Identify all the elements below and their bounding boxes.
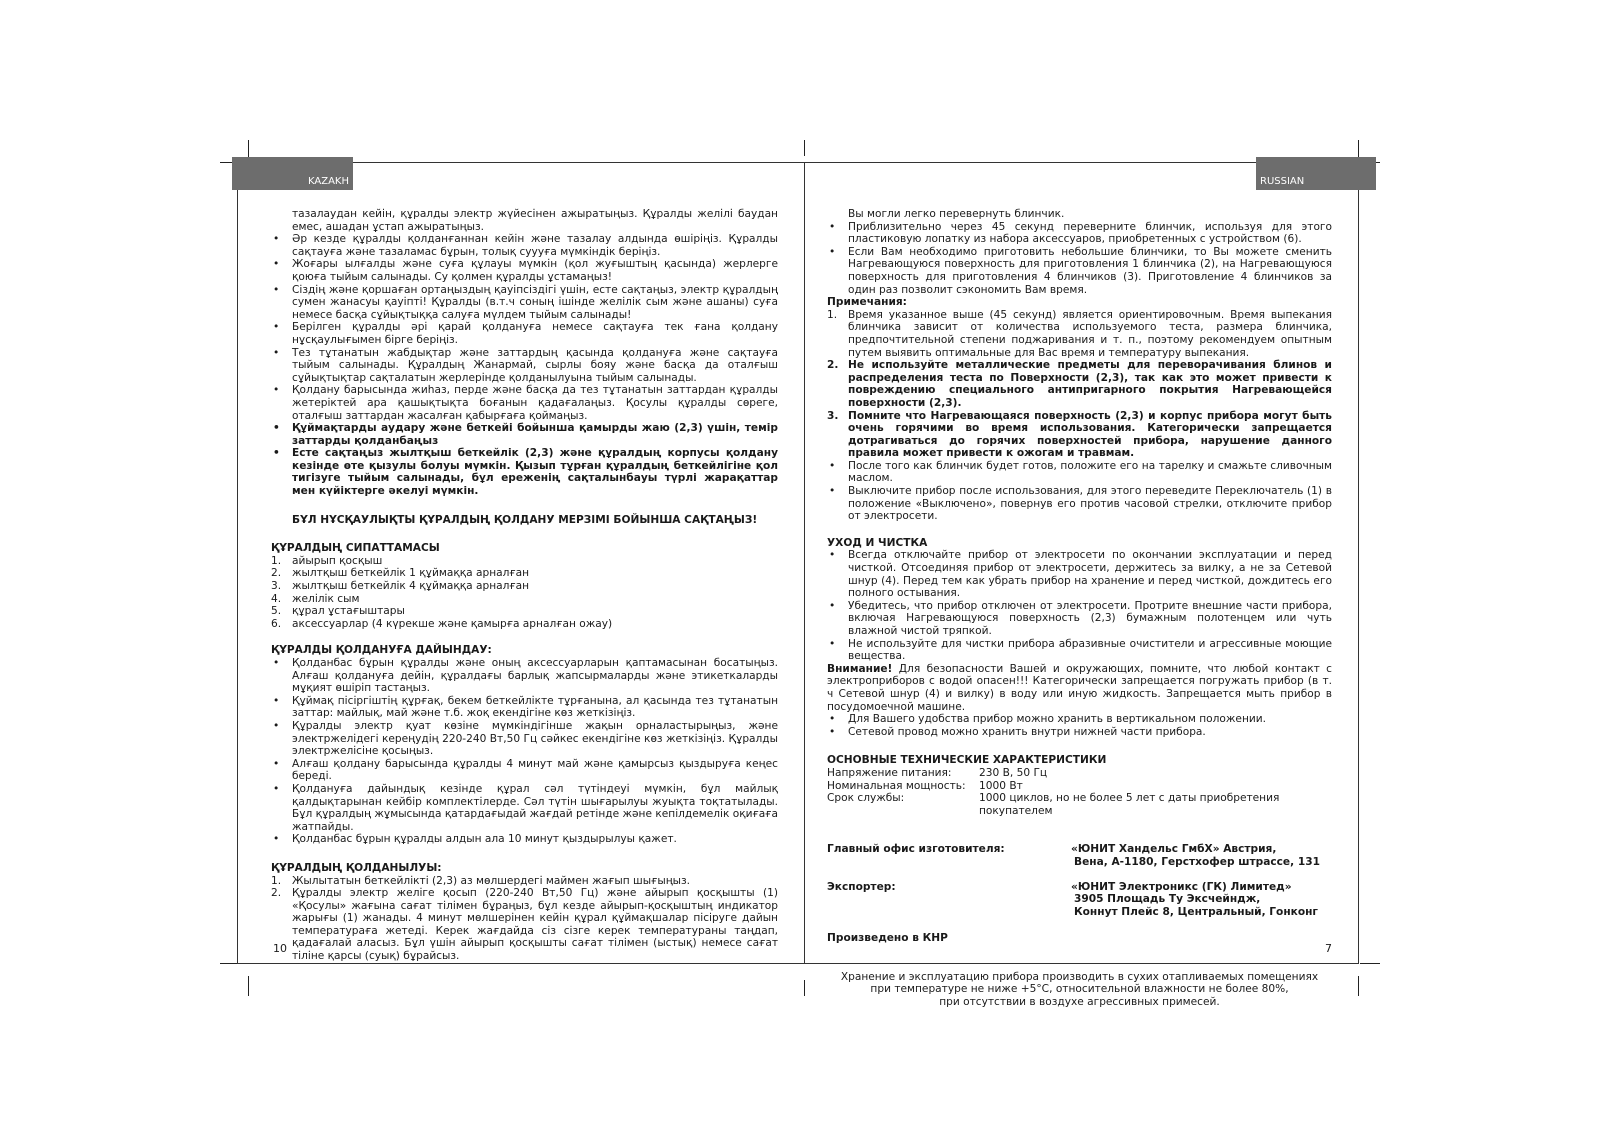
preparation-list xyxy=(271,657,778,846)
list-item xyxy=(271,593,778,606)
language-tab-right xyxy=(1256,157,1376,190)
spec-row xyxy=(827,780,1332,793)
item-number: 1. xyxy=(271,874,282,887)
item-number: 2. xyxy=(271,887,282,900)
list-item xyxy=(271,605,778,618)
list-item: • Сіздің және қоршаған ортаңыздың қауіпсіздігі үшін, есте сақтаңыз, электр құралдың сумен жанасуы қауіпті! Құралды (в.т.ч соның ішінде желілік сым және ашаны) суға немесе басқа сұйықтыққа салуға мүлдем тыйым салынады! xyxy=(271,284,778,322)
description-list xyxy=(271,555,778,631)
storage-line: Хранение и эксплуатацию прибора производить в сухих отапливаемых помещениях xyxy=(840,970,1319,983)
list-item: • Берілген құралды әрі қарай қолдануға немесе сақтауға тек ғана қолдану нұсқаулығымен бірге беріңіз. xyxy=(271,321,778,346)
list-item xyxy=(271,580,778,593)
care-list xyxy=(827,549,1332,662)
list-item xyxy=(271,555,778,568)
item-text: Құралды электр желіге қосып (220-240 Вт,50 Гц) және айырып қосқышты (1) «Қосулы» жағына сағат тілімен бұраңыз, бұл кезде айырып-қосқыштың индикатор жарығы (1) жанады. 4 минут мөлшерінен кейін құрал құймақшалар пісіруге дайын температураға жетеді. Керек жағдайда сіз сізге керек температураны таңдап, қадағалай аласыз. Бұл үшін айырып қосқышты сағат тілімен (ыстық) немесе сағат тіліне қарсы (суық) бұрайсыз. xyxy=(292,887,778,963)
list-item: • Қолдануға дайындық кезінде құрал сәл түтіндеуі мүмкін, бұл майлық қалдықтарынан кейбір комплектілерде. Сәл түтін шығарылуы жуықта тоқтатылады. Бұл құралдың жұмысында қатардағыдай жағдай ретінде және кепілдемелік оқиғаға жатпайды. xyxy=(271,783,778,833)
crop-mark xyxy=(1358,976,1359,996)
crop-mark xyxy=(1360,963,1380,964)
attention-label: Внимание! xyxy=(827,662,893,675)
attention-paragraph xyxy=(827,663,1332,713)
office-row xyxy=(827,843,1332,868)
spec-row xyxy=(827,767,1332,780)
attention-text: Для безопасности Вашей и окружающих, помните, что любой контакт с электроприборов с водой опасен!!! Категорически запрещается погружать прибор (в т. ч Сетевой шнур (4) и вилку) в воду или иную жидкость. Запрещается мыть прибор в посудомоечной машине. xyxy=(827,662,1332,713)
list-item xyxy=(271,618,778,631)
item-number: 2. xyxy=(271,567,282,580)
item-number: 1. xyxy=(827,308,838,321)
language-tab-left xyxy=(232,157,353,190)
list-item xyxy=(827,410,1332,460)
list-item xyxy=(271,567,778,580)
spec-value: 230 В, 50 Гц xyxy=(979,766,1048,779)
address-line: 3905 Площадь Ту Эксчейндж, xyxy=(1074,893,1261,906)
list-item: • Есте сақтаңыз жылтқыш беткейлік (2,3) және құралдың корпусы қолдану кезінде өте қызулы болуы мүмкін. Қызып тұрған құралдың беткейлігіне қол тигізуге тыйым салынады, бұл ереженің сақталынбауы түрлі жарақаттар мен күйіктерге әкелуі мүмкін. xyxy=(271,447,778,497)
left-page xyxy=(271,208,778,963)
office-address xyxy=(1071,843,1332,868)
spec-row xyxy=(827,792,1332,817)
list-item: • Сетевой провод можно хранить внутри нижней части прибора. xyxy=(827,726,1332,739)
exporter-row xyxy=(827,881,1332,919)
crop-mark xyxy=(248,976,249,996)
storage-conditions xyxy=(827,971,1332,1009)
intro-text: Вы могли легко перевернуть блинчик. xyxy=(848,208,1065,220)
storage-line: при температуре не ниже +5°С, относительной влажности не более 80%, xyxy=(870,983,1289,996)
spec-value: 1000 циклов, но не более 5 лет с даты приобретения покупателем xyxy=(979,792,1280,817)
item-text: жылтқыш беткейлік 4 құймаққа арналған xyxy=(292,580,530,593)
intro-text: тазалаудан кейін, құралды электр жүйесінен ажыратыңыз. Құралды желілі баудан емес, ашадан ұстап ажыратыңыз. xyxy=(292,208,778,233)
storage-line: при отсутствии в воздухе агрессивных примесей. xyxy=(939,996,1220,1009)
item-text: құрал ұстағыштары xyxy=(292,605,405,618)
crop-mark xyxy=(220,963,237,964)
list-item xyxy=(827,309,1332,359)
list-item: • Если Вам необходимо приготовить небольшие блинчики, то Вы можете сменить Нагревающуюся поверхность для приготовления 1 блинчика (2), на Нагревающуюся поверхность для приготовления 4 блинчиков (3). Приготовление 4 блинчиков за один раз позволит сэкономить Вам время. xyxy=(827,246,1332,296)
item-text: жылтқыш беткейлік 1 құймаққа арналған xyxy=(292,567,530,580)
crop-mark xyxy=(804,980,805,996)
list-item: • Құймақ пісіргіштің құрғақ, бекем беткейлікте тұрғанына, ал қасында тез тұтанатын заттар: майлық, май және т.б. жоқ екендігіне көз жеткізіңіз. xyxy=(271,695,778,720)
list-item: • Приблизительно через 45 секунд переверните блинчик, используя для этого пластиковую лопатку из набора аксессуаров, приобретенных с устройством (6). xyxy=(827,221,1332,246)
list-item: • Не используйте для чистки прибора абразивные очистители и агрессивные моющие вещества. xyxy=(827,638,1332,663)
specs-table xyxy=(827,767,1332,817)
list-item: • Қолдану барысында жиһаз, перде және басқа да тез тұтанатын заттардан құралды жетеріктей ара қашықтықта боғанын қадағалаңыз. Қосулы құралды сөреге, оталғыш заттардан жасалған қабырғаға қоймаңыз. xyxy=(271,384,778,422)
section-title: УХОД И ЧИСТКА xyxy=(827,536,928,549)
section-title: ҚҰРАЛДЫҢ СИПАТТАМАСЫ xyxy=(271,542,440,555)
crop-mark xyxy=(804,140,805,156)
list-item: • Әр кезде құралды қолданғаннан кейін және тазалау алдында өшіріңіз. Құралды сақтауға және тазаламас бұрын, толық суууға мүмкіндік беріңіз. xyxy=(271,233,778,258)
office-label: Главный офис изготовителя: xyxy=(827,843,1005,856)
warning-list xyxy=(271,422,778,498)
item-text: желілік сым xyxy=(292,592,360,605)
safety-list xyxy=(271,233,778,422)
storage-tips-list xyxy=(827,713,1332,738)
item-text: Жылытатын беткейлікті (2,3) аз мөлшердегі маймен жағып шығыңыз. xyxy=(292,874,691,887)
exporter-address xyxy=(1071,881,1332,919)
spec-label: Номинальная мощность: xyxy=(827,779,966,792)
list-item: • Выключите прибор после использования, для этого переведите Переключатель (1) в положение «Выключено», повернув его против часовой стрелки, отключите прибор от электросети. xyxy=(827,485,1332,523)
item-text: Время указанное выше (45 секунд) является ориентировочным. Время выпекания блинчика зависит от количества используемого теста, размера блинчика, предпочтительной степени поджаривания и т. п., поэтому рекомендуем опытным путем выявить оптимальные для Вас время и температуру выпекания. xyxy=(848,308,1332,359)
section-title: ОСНОВНЫЕ ТЕХНИЧЕСКИЕ ХАРАКТЕРИСТИКИ xyxy=(827,754,1107,767)
exporter-label: Экспортер: xyxy=(827,880,896,893)
list-item: • Құралды электр қуат көзіне мүмкіндігінше жақын орналастырыңыз, және электржелідегі кереңудің 220-240 Вт,50 Гц сәйкес екендігіне көз жеткізіңіз. Құралды электржелісіне қосыңыз. xyxy=(271,720,778,758)
usage-list xyxy=(271,875,778,963)
item-number: 3. xyxy=(827,409,839,422)
made-in: Произведено в КНР xyxy=(827,932,948,945)
list-item: • Тез тұтанатын жабдықтар және заттардың қасында қолдануға және сақтауға тыйым салынады. Құралдың Жанармай, сырлы бояу және басқа да оталғыш сұйықтықтар сақталатын жерлерінде қолданылуына тыйым салынады. xyxy=(271,347,778,385)
list-item: • Құймақтарды аудару және беткейі бойынша қамырды жаю (2,3) үшін, темір заттарды қолданбаңыз xyxy=(271,422,778,447)
address-line: Вена, А-1180, Герстхофер штрассе, 131 xyxy=(1074,855,1320,868)
section-title: ҚҰРАЛДЫҢ ҚОЛДАНЫЛУЫ: xyxy=(271,861,442,874)
page-number: 7 xyxy=(1325,942,1332,955)
item-number: 4. xyxy=(271,592,282,605)
spread-gutter xyxy=(804,162,805,964)
item-text: аксессуарлар (4 күрекше және қамырға арналған ожау) xyxy=(292,617,613,630)
item-number: 3. xyxy=(271,580,282,593)
keep-notice: БҰЛ НҰСҚАУЛЫҚТЫ ҚҰРАЛДЫҢ ҚОЛДАНУ МЕРЗІМІ БОЙЫНША САҚТАҢЫЗ! xyxy=(292,513,758,526)
spec-label: Срок службы: xyxy=(827,792,905,805)
list-item: • Жоғары ылғалды және суға құлауы мүмкін (қол жуғыштың қасында) жерлерге қоюға тыйым салынады. Су қолмен құралды ұстамаңыз! xyxy=(271,258,778,283)
item-number: 6. xyxy=(271,617,282,630)
list-item: • Қолданбас бұрын құралды және оның аксессуарларын қаптамасынан босатыңыз. Алғаш қолдануға дейін, құралдағы барлық жапсырмаларды және этикеткаларды мұқият өшіріп тастаңыз. xyxy=(271,657,778,695)
list-item xyxy=(271,875,778,888)
list-item xyxy=(827,359,1332,409)
list-item: • Алғаш қолдану барысында құралды 4 минут май және қамырсыз қыздыруға кеңес береді. xyxy=(271,758,778,783)
item-number: 5. xyxy=(271,605,282,618)
contacts-table xyxy=(827,843,1332,918)
language-label: KAZAKH xyxy=(308,176,349,187)
item-number: 2. xyxy=(827,359,839,372)
spec-value: 1000 Вт xyxy=(979,779,1023,792)
list-item: • Убедитесь, что прибор отключен от электросети. Протрите внешние части прибора, включая Нагревающуюся поверхность (2,3) бумажным полотенцем или чуть влажной чистой тряпкой. xyxy=(827,600,1332,638)
list-item: • Для Вашего удобства прибор можно хранить в вертикальном положении. xyxy=(827,713,1332,726)
address-line: «ЮНИТ Электроникс (ГК) Лимитед» xyxy=(1071,880,1292,893)
spec-label: Напряжение питания: xyxy=(827,766,952,779)
page-number: 10 xyxy=(273,942,287,955)
usage-list xyxy=(827,221,1332,297)
section-title: ҚҰРАЛДЫ ҚОЛДАНУҒА ДАЙЫНДАУ: xyxy=(271,644,492,657)
list-item: • Қолданбас бұрын құралды алдын ала 10 минут қыздырылуы қажет. xyxy=(271,833,778,846)
item-number: 1. xyxy=(271,554,282,567)
after-use-list xyxy=(827,460,1332,523)
address-line: «ЮНИТ Хандельс ГмбХ» Австрия, xyxy=(1071,843,1277,856)
item-text: айырып қосқыш xyxy=(292,554,383,567)
item-text: Помните что Нагревающаяся поверхность (2,3) и корпус прибора могут быть очень горячими во время использования. Категорически запрещается дотрагиваться до горячих поверхностей прибора, нарушение данного правила может привести к ожогам и травмам. xyxy=(848,409,1332,460)
language-label: RUSSIAN xyxy=(1260,176,1305,187)
address-line: Коннут Плейс 8, Центральный, Гонконг xyxy=(1074,905,1318,918)
notes-title: Примечания: xyxy=(827,296,907,309)
notes-list xyxy=(827,309,1332,460)
item-text: Не используйте металлические предметы для переворачивания блинов и распределения теста по Поверхности (2,3), так как это может привести к повреждению специального антипригарного покрытия Нагревающейся поверхности (2,3). xyxy=(848,359,1332,409)
right-page xyxy=(827,208,1332,1009)
list-item: • Всегда отключайте прибор от электросети по окончании эксплуатации и перед чисткой. Отсоединяя прибор от электросети, держитесь за вилку, а не за Сетевой шнур (4). Перед тем как убрать прибор на хранение и перед чисткой, дождитесь его полного остывания. xyxy=(827,549,1332,599)
list-item: • После того как блинчик будет готов, положите его на тарелку и смажьте сливочным маслом. xyxy=(827,460,1332,485)
list-item xyxy=(271,887,778,963)
